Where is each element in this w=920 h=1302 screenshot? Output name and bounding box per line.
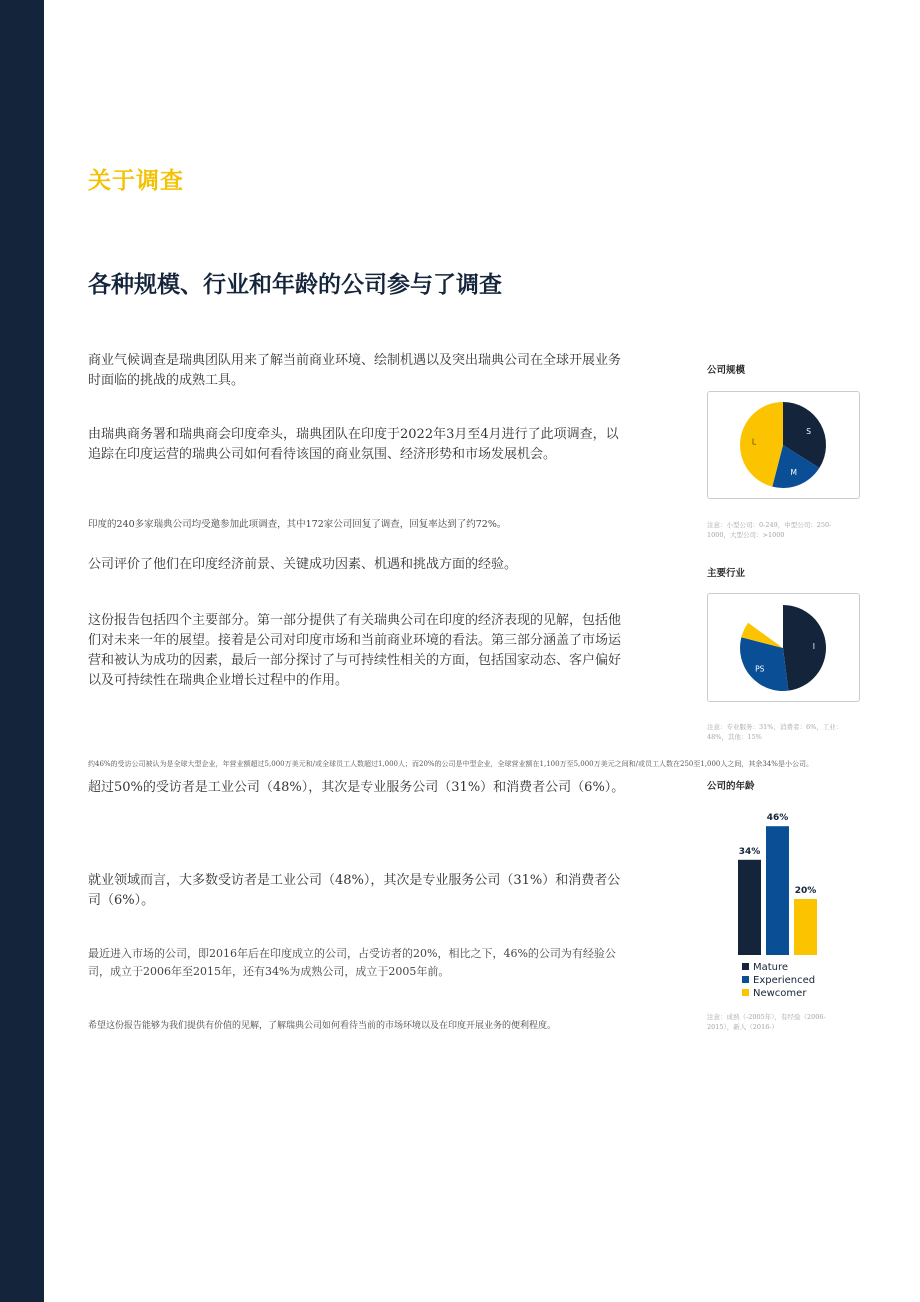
- age-bar: [794, 899, 817, 955]
- pie-slice-label: I: [812, 642, 816, 652]
- pie-slice-label: L: [751, 437, 757, 447]
- legend-label: Mature: [753, 962, 789, 973]
- age-bar: [766, 826, 789, 955]
- legend-label: Experienced: [753, 975, 816, 986]
- legend-swatch: [742, 963, 749, 970]
- paragraph-intro: 商业气候调查是瑞典团队用来了解当前商业环境、绘制机遇以及突出瑞典公司在全球开展业务时面临的挑战的成熟工具。: [88, 353, 622, 388]
- age-bar-value-label: 46%: [766, 813, 789, 824]
- age-bar-value-label: 34%: [738, 846, 761, 857]
- company-size-footnote: 约46%的受访公司被认为是全球大型企业，年营业额超过5,000万美元和/或全球员工人数超过1,000人；而20%的公司是中型企业，全球营业额在1,100万至5,000万美元之间和/或员工人数在250至1,000人之间，其余34%是小公司。: [88, 760, 813, 768]
- paragraph-company-age: 最近进入市场的公司，即2016年后在印度成立的公司，占受访者的20%，相比之下，46%的公司为有经验公司，成立于2006年至2015年，还有34%为成熟公司，成立于2005年前。: [88, 947, 616, 978]
- age-bar-value-label: 20%: [794, 886, 817, 896]
- pie-slice: [783, 605, 826, 691]
- paragraph-closing: 希望这份报告能够为我们提供有价值的见解，了解瑞典公司如何看待当前的市场环境以及在印度开展业务的便利程度。: [88, 1021, 557, 1031]
- chart-size-pie: [708, 392, 859, 498]
- chart-age-note: 注意：成熟（-2005年），有经验（2006-2015），新人（2016-）: [707, 1013, 826, 1031]
- chart-industry-pie: [708, 594, 859, 701]
- chart-age-title: 公司的年龄: [707, 781, 755, 792]
- chart-size-title: 公司规模: [707, 365, 746, 376]
- pie-slice-label: PS: [755, 664, 765, 674]
- sidebar-bar: [0, 0, 44, 1302]
- paragraph-response-rate: 印度的240多家瑞典公司均受邀参加此项调查，其中172家公司回复了调查，回复率达到了约72%。: [88, 519, 507, 530]
- chart-industry-note: 注意：专业服务：31%，消费者：6%，工业：48%，其他：15%: [707, 723, 843, 741]
- pie-slice-label: M: [790, 468, 798, 478]
- paragraph-industry: 超过50%的受访者是工业公司（48%），其次是专业服务公司（31%）和消费者公司（6%）。: [88, 780, 625, 795]
- paragraph-survey-scope: 由瑞典商务署和瑞典商会印度牵头，瑞典团队在印度于2022年3月至4月进行了此项调查，以追踪在印度运营的瑞典公司如何看待该国的商业氛围、经济形势和市场发展机会。: [88, 427, 619, 462]
- chart-industry-title: 主要行业: [707, 568, 746, 579]
- chart-industry-panel: [707, 593, 860, 702]
- section-label: 关于调查: [88, 168, 184, 194]
- legend-swatch: [742, 976, 749, 983]
- paragraph-employment-sector: 就业领域而言，大多数受访者是工业公司（48%），其次是专业服务公司（31%）和消费者公司（6%）。: [88, 873, 621, 908]
- page-title: 各种规模、行业和年龄的公司参与了调查: [88, 272, 502, 298]
- chart-size-note: 注意：小型公司：0-249，中型公司：250-1000，大型公司：>1000: [707, 521, 832, 539]
- pie-slice-label: S: [806, 426, 812, 436]
- chart-age-bars: [707, 800, 857, 1005]
- chart-size-panel: [707, 391, 860, 499]
- legend-swatch: [742, 989, 749, 996]
- paragraph-report-structure: 这份报告包括四个主要部分。第一部分提供了有关瑞典公司在印度的经济表现的见解，包括他们对未来一年的展望。接着是公司对印度市场和当前商业环境的看法。第三部分涵盖了市场运营和被认为成功的因素，最后一部分探讨了与可持续性相关的方面，包括国家动态、客户偏好以及可持续性在瑞典企业增长过程中的作用。: [88, 613, 622, 688]
- paragraph-evaluation: 公司评价了他们在印度经济前景、关键成功因素、机遇和挑战方面的经验。: [88, 557, 518, 572]
- legend-label: Newcomer: [753, 988, 807, 999]
- age-bar: [738, 860, 761, 955]
